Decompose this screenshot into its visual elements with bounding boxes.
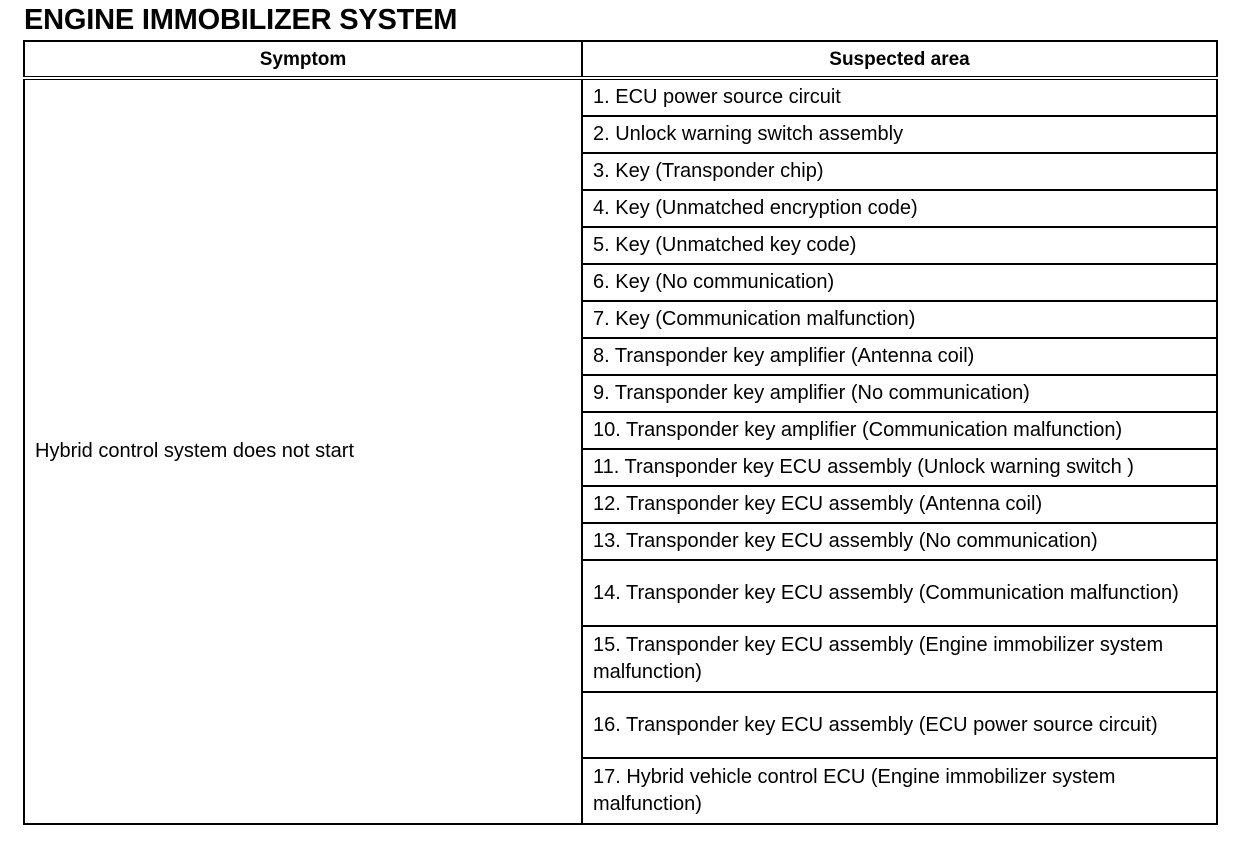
symptom-cell: Hybrid control system does not start <box>24 78 582 824</box>
suspected-area-cell: 16. Transponder key ECU assembly (ECU power source circuit) <box>582 692 1217 758</box>
suspected-area-cell: 14. Transponder key ECU assembly (Communication malfunction) <box>582 560 1217 626</box>
suspected-area-cell: 5. Key (Unmatched key code) <box>582 227 1217 264</box>
header-row <box>24 41 1217 78</box>
suspected-area-cell: 1. ECU power source circuit <box>582 78 1217 116</box>
suspected-area-cell: 12. Transponder key ECU assembly (Antenna coil) <box>582 486 1217 523</box>
problem-symptoms-table <box>23 40 1218 825</box>
suspected-area-cell: 11. Transponder key ECU assembly (Unlock warning switch ) <box>582 449 1217 486</box>
symptom-column-header: Symptom <box>24 41 582 78</box>
suspected-area-cell: 17. Hybrid vehicle control ECU (Engine immobilizer system malfunction) <box>582 758 1217 824</box>
suspected-area-cell: 7. Key (Communication malfunction) <box>582 301 1217 338</box>
suspected-area-cell: 13. Transponder key ECU assembly (No communication) <box>582 523 1217 560</box>
suspected-area-cell: 6. Key (No communication) <box>582 264 1217 301</box>
suspected-area-cell: 2. Unlock warning switch assembly <box>582 116 1217 153</box>
suspected-area-cell: 8. Transponder key amplifier (Antenna coil) <box>582 338 1217 375</box>
suspected-area-cell: 9. Transponder key amplifier (No communication) <box>582 375 1217 412</box>
suspected-area-cell: 4. Key (Unmatched encryption code) <box>582 190 1217 227</box>
page-title: ENGINE IMMOBILIZER SYSTEM <box>24 4 458 36</box>
suspected-area-cell: 15. Transponder key ECU assembly (Engine immobilizer system malfunction) <box>582 626 1217 692</box>
suspected-area-cell: 10. Transponder key amplifier (Communication malfunction) <box>582 412 1217 449</box>
suspected-area-cell: 3. Key (Transponder chip) <box>582 153 1217 190</box>
table-row <box>24 78 1217 116</box>
suspected-area-column-header: Suspected area <box>582 41 1217 78</box>
